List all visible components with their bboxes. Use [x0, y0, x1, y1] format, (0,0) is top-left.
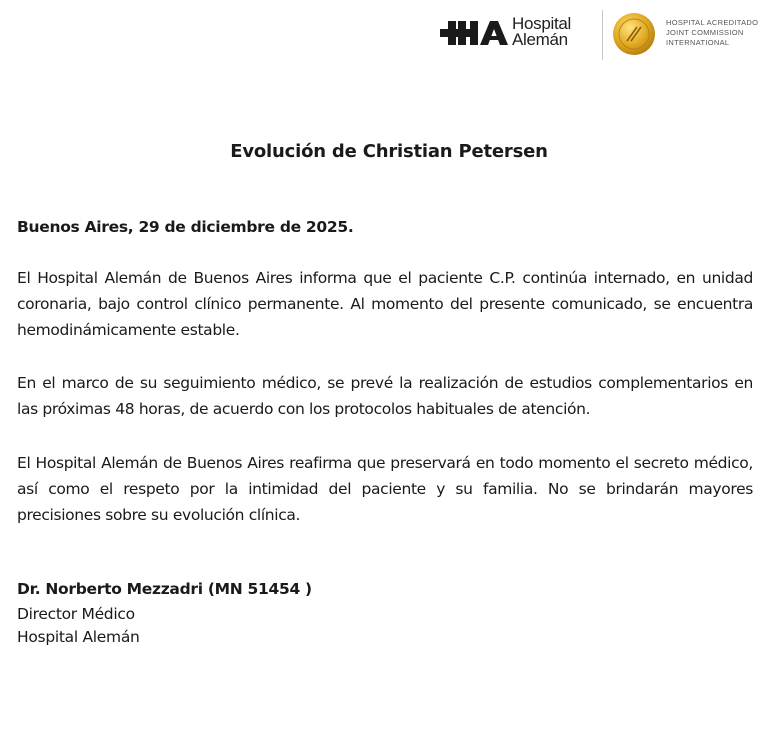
paragraph-studies: En el marco de su seguimiento médico, se prevé la realización de estudios complementarios en las próximas 48 horas, de acuerdo con los protocolos habituales de atención.: [17, 374, 753, 418]
hospital-aleman-logo-icon: [440, 18, 510, 48]
signature-name: Dr. Norberto Mezzadri (MN 51454 ): [17, 580, 312, 598]
date-line: Buenos Aires, 29 de diciembre de 2025.: [17, 218, 354, 236]
signature-institution: Hospital Alemán: [17, 628, 140, 646]
paragraph-status: El Hospital Alemán de Buenos Aires informa que el paciente C.P. continúa internado, en unidad coronaria, bajo control clínico permanente. Al momento del presente comunicado, se encuentra hemodinámicamente estable.: [17, 269, 753, 339]
hospital-name-logo: [512, 16, 571, 48]
accreditation-line-2: JOINT COMMISSION: [666, 28, 744, 37]
paragraph-privacy: El Hospital Alemán de Buenos Aires reafirma que preservará en todo momento el secreto médico, así como el respeto por la intimidad del paciente y su familia. No se brindarán mayores precisiones sobre su evolución clínica.: [17, 454, 753, 524]
accreditation-text: [666, 18, 758, 48]
logo-divider: [602, 10, 603, 60]
logo-line-2: Alemán: [512, 30, 568, 49]
logo-line-1: Hospital: [512, 14, 572, 33]
signature-role: Director Médico: [17, 605, 135, 623]
letterhead: [440, 6, 778, 58]
accreditation-line-1: HOSPITAL ACREDITADO: [666, 18, 759, 27]
joint-commission-seal-icon: [612, 12, 656, 56]
document-title: Evolución de Christian Petersen: [230, 141, 548, 162]
accreditation-line-3: INTERNATIONAL: [666, 38, 730, 47]
